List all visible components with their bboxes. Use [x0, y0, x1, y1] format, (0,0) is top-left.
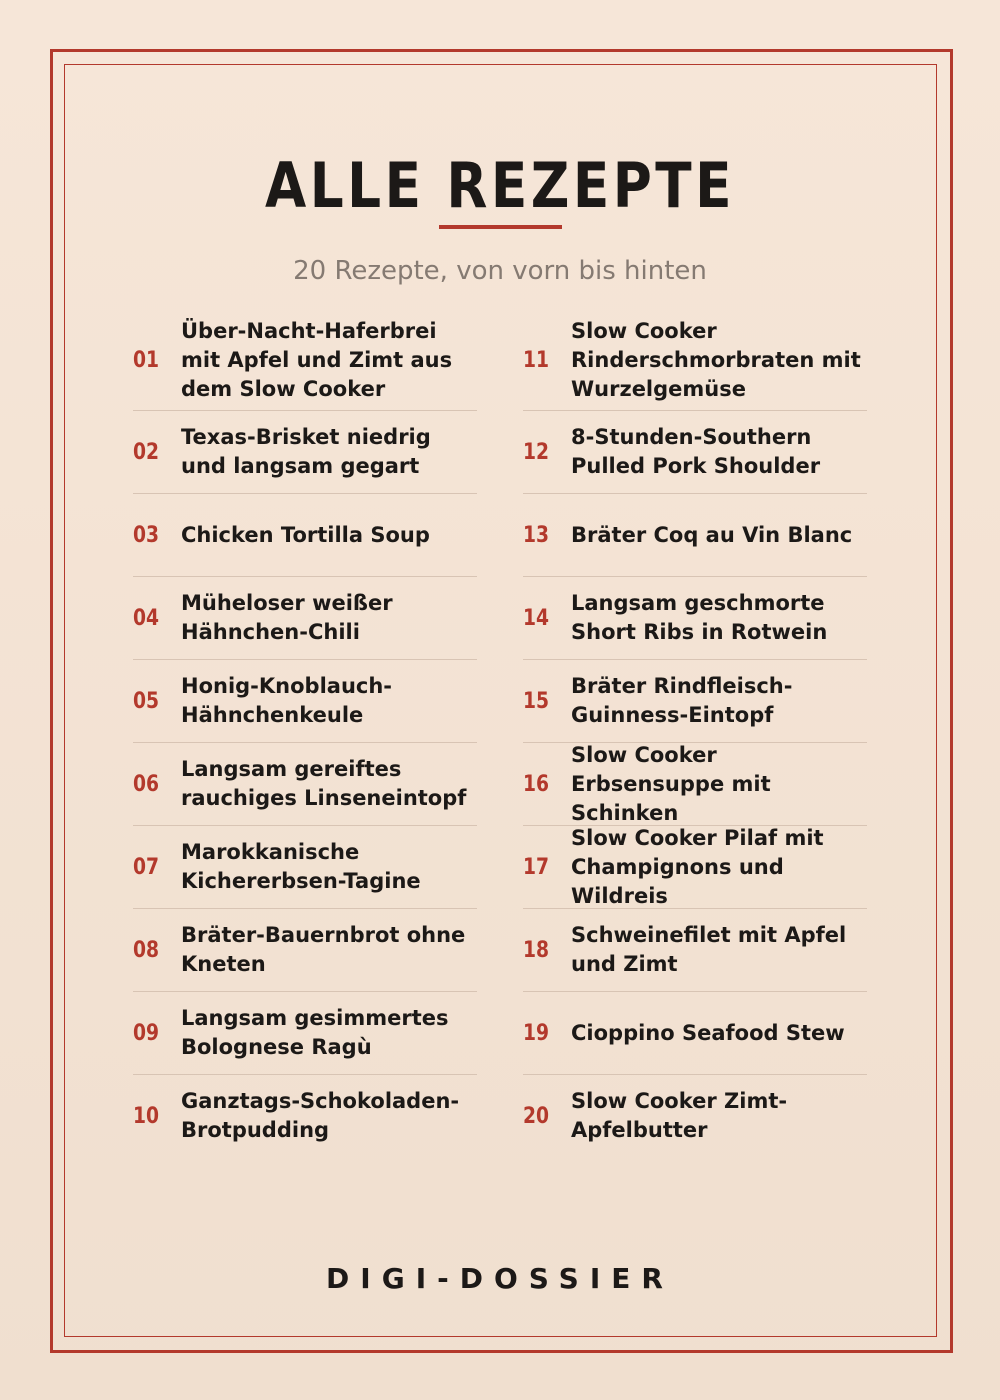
recipe-number: 11 [523, 347, 550, 373]
recipe-number: 18 [523, 937, 550, 963]
recipe-name: Müheloser weißer Hähnchen-Chili [181, 591, 393, 644]
page-subtitle: 20 Rezepte, von vorn bis hinten [293, 256, 707, 286]
recipe-number: 14 [523, 605, 550, 631]
recipe-item[interactable] [523, 411, 867, 494]
recipe-item[interactable] [523, 660, 867, 743]
recipe-item[interactable] [133, 660, 477, 743]
recipe-item[interactable] [523, 743, 867, 826]
recipe-number: 12 [523, 439, 550, 465]
recipe-name: Schweinefilet mit Apfel und Zimt [571, 923, 847, 976]
recipe-number: 04 [133, 605, 160, 631]
recipe-name: Marokkanische Kichererbsen-Tagine [181, 840, 421, 893]
recipe-number: 15 [523, 688, 550, 714]
recipe-item[interactable] [133, 577, 477, 660]
recipe-name: Langsam gereiftes rauchiges Linseneintopf [181, 757, 467, 810]
recipe-number: 10 [133, 1103, 160, 1129]
recipe-item[interactable] [133, 992, 477, 1075]
recipe-item[interactable] [523, 577, 867, 660]
recipe-number: 17 [523, 854, 550, 880]
recipe-number: 09 [133, 1020, 160, 1046]
recipe-number: 08 [133, 937, 160, 963]
recipe-name: Cioppino Seafood Stew [571, 1020, 845, 1045]
recipe-list-left [133, 310, 477, 1157]
recipe-name: Bräter-Bauernbrot ohne Kneten [181, 923, 466, 976]
recipe-item[interactable] [523, 310, 867, 411]
recipe-name: Bräter Coq au Vin Blanc [571, 522, 853, 547]
recipe-item[interactable] [523, 909, 867, 992]
recipe-name: Slow Cooker Rinderschmorbraten mit Wurzelgemüse [571, 318, 861, 401]
recipe-item[interactable] [133, 743, 477, 826]
title-underline [439, 225, 562, 229]
recipe-number: 19 [523, 1020, 550, 1046]
recipe-item[interactable] [523, 1075, 867, 1157]
recipe-item[interactable] [133, 310, 477, 411]
recipe-list-right [523, 310, 867, 1157]
recipe-name: Slow Cooker Pilaf mit Champignons und Wildreis [571, 825, 824, 908]
recipe-number: 02 [133, 439, 160, 465]
recipe-number: 16 [523, 771, 550, 797]
recipe-item[interactable] [523, 992, 867, 1075]
recipe-name: Langsam gesimmertes Bolognese Ragù [181, 1006, 449, 1059]
recipe-name: Bräter Rindfleisch-Guinness-Eintopf [571, 674, 793, 727]
recipe-name: Texas-Brisket niedrig und langsam gegart [181, 425, 431, 478]
recipe-item[interactable] [133, 1075, 477, 1157]
recipe-item[interactable] [133, 411, 477, 494]
recipe-number: 03 [133, 522, 160, 548]
recipe-number: 07 [133, 854, 160, 880]
recipe-number: 13 [523, 522, 550, 548]
brand-footer: DIGI-DOSSIER [326, 1262, 674, 1295]
recipe-item[interactable] [523, 494, 867, 577]
recipe-name: Langsam geschmorte Short Ribs in Rotwein [571, 591, 828, 644]
recipe-item[interactable] [523, 826, 867, 909]
recipe-name: Honig-Knoblauch-Hähnchenkeule [181, 674, 393, 727]
recipe-name: 8-Stunden-Southern Pulled Pork Shoulder [571, 425, 821, 478]
recipe-item[interactable] [133, 826, 477, 909]
recipe-number: 20 [523, 1103, 550, 1129]
recipe-name: Slow Cooker Erbsensuppe mit Schinken [571, 742, 771, 825]
recipe-number: 05 [133, 688, 160, 714]
page-title: ALLE REZEPTE [265, 149, 735, 222]
recipe-number: 06 [133, 771, 160, 797]
recipe-name: Ganztags-Schokoladen-Brotpudding [181, 1089, 460, 1142]
recipe-item[interactable] [133, 494, 477, 577]
recipe-name: Chicken Tortilla Soup [181, 522, 430, 547]
recipe-number: 01 [133, 347, 160, 373]
recipe-item[interactable] [133, 909, 477, 992]
recipe-name: Slow Cooker Zimt-Apfelbutter [571, 1089, 788, 1142]
recipe-name: Über-Nacht-Haferbrei mit Apfel und Zimt aus dem Slow Cooker [181, 318, 453, 401]
